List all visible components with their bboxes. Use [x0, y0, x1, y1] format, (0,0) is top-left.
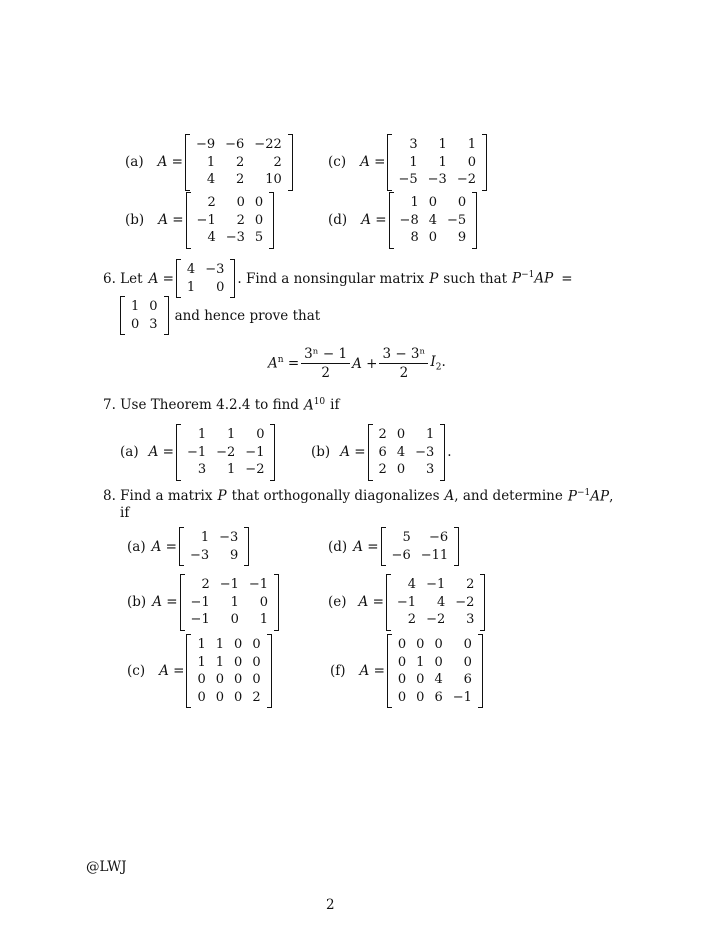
matrix-entry: 2: [236, 212, 245, 228]
p6-equals: =: [561, 270, 573, 287]
matrix-entry: 2: [236, 172, 245, 187]
footer-author: @LWJ: [86, 859, 127, 875]
matrix: [387, 634, 483, 708]
matrix-entry: −6: [225, 137, 245, 152]
p8-line1: 8. Find a matrix P that orthogonally diagonalizes A , and determine $P^{-1}AP$,: [103, 488, 614, 505]
item-label: (b): [311, 444, 331, 461]
matrix-entry: 1: [410, 195, 419, 210]
matrix-entry: 1: [438, 137, 447, 152]
matrix-entry: 2: [252, 689, 261, 705]
matrix-entry: 0: [428, 195, 437, 210]
matrix-entry: 2: [378, 427, 387, 442]
matrix-entry: 6: [434, 689, 443, 705]
matrix-entry: 1: [416, 654, 425, 670]
matrix-entry: 3: [197, 462, 207, 477]
matrix-entry: 0: [215, 689, 225, 705]
p6-number: 6. Let: [103, 270, 143, 287]
matrix-entry: −11: [420, 547, 449, 563]
matrix-entry: 8: [410, 230, 419, 245]
p8-c: (c) A = 1 1 0 0 1 1 0 0 0 0 0 0 0 0 0 2: [127, 634, 274, 708]
frac-den: 2: [321, 365, 330, 381]
p8-b: (b) A = 2 −1 −1 −1 1 0 −1 0 1: [127, 574, 281, 631]
matrix-entry: 4: [186, 262, 196, 277]
matrix-entry: 0: [416, 637, 425, 652]
matrix-entry: −6: [391, 547, 411, 563]
item-label: (c): [127, 663, 146, 679]
matrix-entry: 0: [236, 195, 245, 210]
matrix-entry: −1: [245, 444, 265, 460]
matrix-entry: 0: [149, 299, 158, 314]
matrix-entry: 1: [438, 154, 447, 170]
matrix-entry: 1: [197, 637, 206, 652]
matrix-entry: 1: [215, 654, 225, 670]
p5-c: (c) A = 3 1 1 1 1 0 −5 −3 −2: [328, 134, 489, 191]
matrix: [368, 424, 446, 481]
matrix-entry: −1: [248, 577, 269, 592]
matrix-entry: 4: [428, 212, 437, 228]
matrix-entry: −1: [190, 612, 210, 627]
frac-num: 3 − 3ⁿ: [379, 346, 428, 364]
matrix-entry: −3: [415, 444, 435, 460]
page-number: 2: [326, 897, 335, 913]
matrix-entry: 9: [230, 547, 239, 563]
matrix-entry: 0: [256, 427, 265, 442]
matrix-entry: 0: [197, 689, 206, 705]
matrix-entry: 2: [273, 154, 282, 170]
matrix-entry: 1: [230, 594, 239, 610]
matrix-entry: 0: [230, 612, 239, 627]
matrix-entry: 1: [200, 530, 210, 545]
matrix-entry: 0: [254, 195, 264, 210]
matrix-entry: −2: [216, 444, 236, 460]
matrix-entry: 0: [234, 672, 243, 687]
matrix-entry: 1: [259, 612, 269, 627]
matrix-entry: 0: [215, 672, 225, 687]
matrix-entry: 6: [378, 444, 387, 460]
p6-text3: and hence prove that: [174, 307, 321, 324]
matrix-entry: 4: [434, 672, 443, 687]
matrix-entry: −1: [452, 689, 472, 705]
matrix-entry: 0: [252, 637, 261, 652]
matrix-entry: 9: [457, 230, 467, 245]
p6-line1: 6. Let A = 4 −3 1 0 . Find a nonsingular matrix P such that $P^{-1}AP$ =: [103, 259, 573, 298]
matrix-entry: −3: [189, 547, 210, 563]
p5-b: (b) A = 2 0 0 −1 2 0 4 −3 5: [125, 192, 276, 249]
matrix-entry: 3: [426, 462, 435, 477]
matrix-entry: 0: [131, 316, 140, 332]
matrix-entry: 0: [434, 637, 443, 652]
matrix-entry: −1: [196, 212, 216, 228]
matrix-entry: 0: [467, 154, 476, 170]
matrix-entry: 2: [378, 462, 387, 477]
matrix-entry: 3: [409, 137, 418, 152]
p8-f: (f) A = 0 0 0 0 0 1 0 0 0 0 4 6 0 0 6 −1: [330, 634, 485, 708]
matrix-entry: −3: [225, 230, 245, 245]
matrix-entry: 0: [216, 279, 225, 295]
matrix-entry: 2: [236, 154, 245, 170]
matrix-entry: 1: [131, 299, 140, 314]
matrix-entry: 1: [426, 427, 435, 442]
p8-d: (d) A = 5 −6 −6 −11: [328, 527, 461, 566]
matrix-entry: 0: [252, 672, 261, 687]
p5-d: (d) A = 1 0 0 −8 4 −5 8 0 9: [328, 192, 479, 249]
p7-line1: 7. Use Theorem 4.2.4 to find $A^{10}$ if: [103, 397, 340, 414]
item-label: (e): [328, 594, 347, 611]
matrix-entry: −2: [456, 172, 476, 187]
matrix-entry: −3: [219, 530, 239, 545]
p7-power: 10: [313, 397, 326, 407]
p8-text-a: 8. Find a matrix: [103, 488, 213, 505]
matrix-entry: 0: [252, 654, 261, 670]
p6-text2: such that: [443, 270, 508, 287]
matrix-entry: 0: [397, 672, 407, 687]
item-label: (f): [330, 663, 346, 679]
matrix-entry: 0: [234, 689, 243, 705]
p7-tail: if: [330, 397, 340, 414]
matrix-entry: 2: [201, 577, 210, 592]
matrix-entry: 1: [227, 462, 236, 477]
p8-a: (a) A = 1 −3 −3 9: [127, 527, 251, 566]
matrix-entry: −3: [427, 172, 447, 187]
matrix-entry: −5: [447, 212, 467, 228]
matrix-entry: 3: [149, 316, 158, 332]
matrix-entry: 0: [463, 637, 472, 652]
matrix-entry: 1: [467, 137, 476, 152]
matrix-entry: −5: [398, 172, 418, 187]
matrix-entry: 0: [396, 462, 406, 477]
matrix-entry: 2: [207, 195, 216, 210]
matrix-entry: 1: [206, 154, 216, 170]
matrix-entry: −1: [219, 577, 239, 592]
matrix-entry: −1: [426, 577, 446, 592]
matrix-entry: 3: [466, 612, 475, 627]
matrix-entry: 4: [407, 577, 417, 592]
matrix: [185, 134, 293, 191]
matrix-entry: 0: [397, 637, 407, 652]
matrix-entry: 4: [436, 594, 446, 610]
p6-text1: . Find a nonsingular matrix: [237, 270, 425, 287]
matrix-entry: 0: [197, 672, 206, 687]
matrix-entry: 0: [416, 689, 425, 705]
p7-a: (a) A = 1 1 0 −1 −2 −1 3 1 −2: [120, 424, 277, 481]
matrix-entry: 4: [207, 230, 216, 245]
matrix-entry: 4: [206, 172, 216, 187]
matrix: [179, 527, 249, 566]
matrix-entry: −3: [205, 262, 225, 277]
matrix-entry: 0: [234, 637, 243, 652]
matrix: [176, 424, 276, 481]
matrix-entry: 4: [396, 444, 406, 460]
p8-e: (e) A = 4 −1 2 −1 4 −2 2 −2 3: [328, 574, 487, 631]
matrix-entry: 2: [466, 577, 475, 592]
p8-text-if: if: [120, 505, 130, 521]
p8-text-b: that orthogonally diagonalizes: [231, 488, 440, 505]
p7-text: 7. Use Theorem 4.2.4 to find: [103, 397, 299, 414]
matrix-entry: −2: [455, 594, 475, 610]
matrix-entry: −6: [428, 530, 449, 545]
item-label: (b): [125, 212, 145, 229]
matrix-entry: 0: [397, 689, 407, 705]
p6-formula: $A^n$ = $\frac{\text{3ⁿ − 1}}{2}$ A + $\frac{\text{3 − 3ⁿ}}{2}$ $I_2$.: [268, 346, 446, 381]
matrix-entry: 0: [234, 654, 243, 670]
matrix: [186, 192, 275, 249]
matrix-entry: −22: [254, 137, 282, 152]
matrix-entry: −2: [245, 462, 265, 477]
item-label: (d): [328, 538, 348, 555]
matrix-entry: −2: [426, 612, 446, 627]
matrix-entry: −1: [396, 594, 417, 610]
matrix-entry: 2: [407, 612, 417, 627]
matrix-entry: 1: [186, 279, 196, 295]
matrix-entry: 0: [428, 230, 437, 245]
matrix-entry: −1: [190, 594, 210, 610]
matrix-entry: 0: [396, 427, 406, 442]
matrix-entry: 0: [254, 212, 264, 228]
frac-den: 2: [399, 365, 409, 381]
matrix-entry: 0: [397, 654, 407, 670]
matrix: [387, 134, 487, 191]
matrix-entry: 5: [402, 530, 411, 545]
p8-text-c: , and determine: [454, 488, 563, 505]
matrix-entry: 1: [227, 427, 236, 442]
item-label: (a): [125, 154, 144, 171]
matrix-entry: −1: [186, 444, 207, 460]
matrix-entry: 1: [215, 637, 225, 652]
item-label: (a): [120, 444, 139, 461]
p7-b: (b) A = 2 0 1 6 4 −3 2 0 3 .: [311, 424, 452, 481]
matrix: [389, 192, 478, 249]
matrix-entry: 0: [259, 594, 269, 610]
matrix-entry: 5: [254, 230, 264, 245]
matrix-entry: 1: [409, 154, 418, 170]
frac-num: 3ⁿ − 1: [301, 346, 350, 364]
matrix-entry: 0: [457, 195, 467, 210]
matrix: [176, 259, 235, 298]
matrix-entry: 0: [463, 654, 472, 670]
matrix-entry: −9: [195, 137, 216, 152]
matrix-entry: 1: [197, 427, 207, 442]
matrix: [120, 296, 169, 335]
matrix-entry: 6: [463, 672, 472, 687]
item-label: (a): [127, 538, 146, 555]
item-label: (b): [127, 594, 147, 611]
matrix-entry: −8: [399, 212, 419, 228]
matrix: [186, 634, 271, 708]
matrix: [180, 574, 280, 631]
matrix-entry: 0: [434, 654, 443, 670]
item-label: (c): [328, 154, 347, 171]
matrix: [381, 527, 460, 566]
p6-line2: [118, 296, 320, 335]
matrix-entry: 10: [265, 172, 282, 187]
matrix-entry: 0: [416, 672, 425, 687]
p5-a: (a) A = −9 −6 −22 1 2 2 4 2 10: [125, 134, 295, 191]
matrix: [386, 574, 486, 631]
matrix-entry: 1: [197, 654, 206, 670]
item-label: (d): [328, 212, 348, 229]
